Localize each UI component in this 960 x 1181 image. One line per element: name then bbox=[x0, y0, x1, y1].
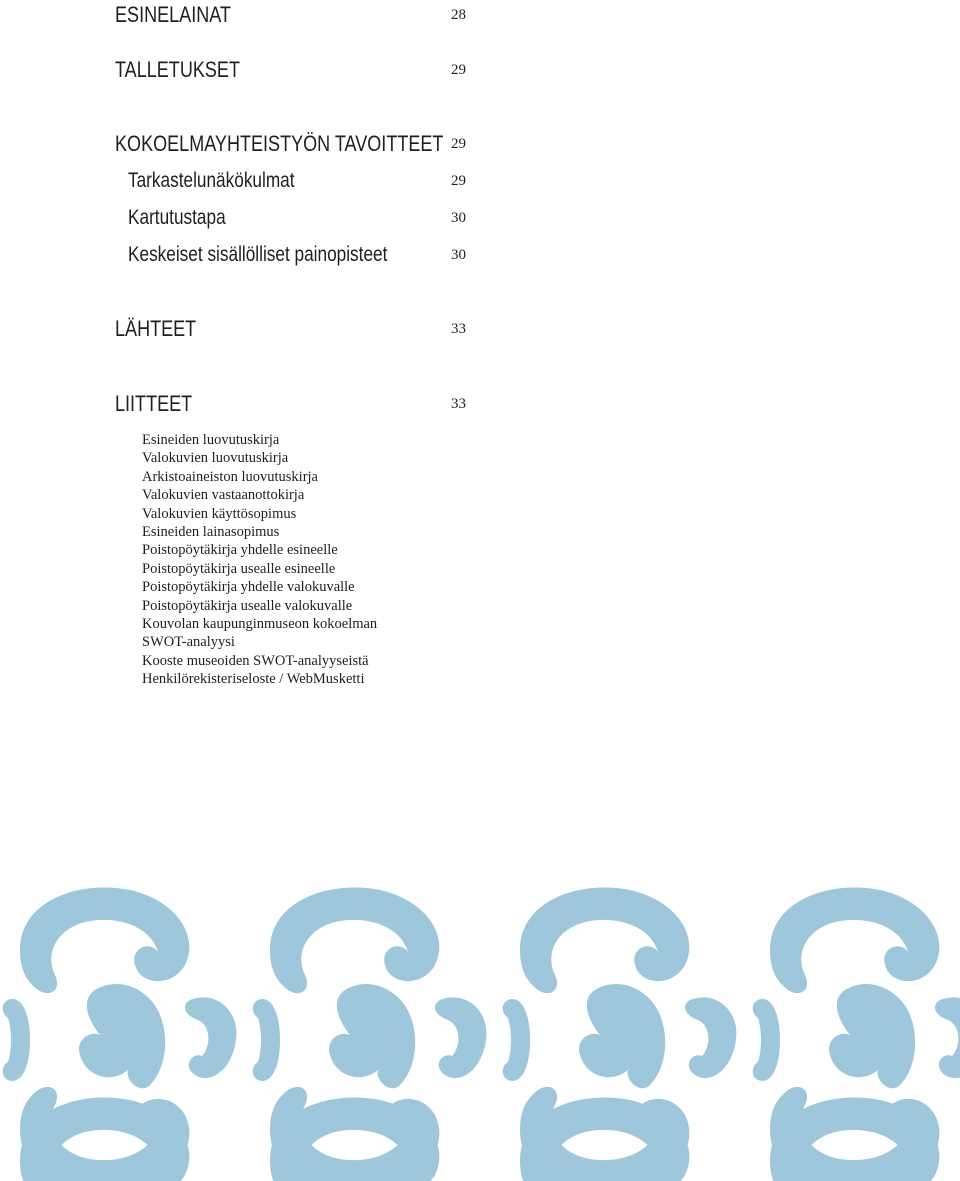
scroll-ornament-icon bbox=[0, 880, 960, 1181]
appendix-item: Kooste museoiden SWOT-analyyseistä bbox=[142, 652, 369, 669]
appendix-item: Poistopöytäkirja yhdelle valokuvalle bbox=[142, 579, 355, 596]
appendix-item: Henkilörekisteriseloste / WebMusketti bbox=[142, 671, 365, 688]
toc-entry-page: 33 bbox=[451, 396, 466, 412]
toc-entry-page: 28 bbox=[451, 7, 466, 23]
toc-entry-title: Keskeiset sisällölliset painopisteet bbox=[128, 243, 388, 266]
toc-entry-title: TALLETUKSET bbox=[115, 57, 240, 82]
toc-entry-page: 33 bbox=[451, 321, 466, 337]
appendix-item: Kouvolan kaupunginmuseon kokoelman bbox=[142, 616, 378, 633]
toc-entry-page: 29 bbox=[451, 136, 466, 152]
appendix-list bbox=[142, 431, 377, 689]
toc-entry-page: 30 bbox=[451, 247, 466, 263]
toc-entry-title: KOKOELMAYHTEISTYÖN TAVOITTEET bbox=[115, 131, 444, 156]
appendix-item: Valokuvien käyttösopimus bbox=[142, 505, 297, 522]
toc-entry-page: 30 bbox=[451, 210, 466, 226]
appendix-item: Poistopöytäkirja yhdelle esineelle bbox=[142, 542, 338, 559]
appendix-item: Arkistoaineiston luovutuskirja bbox=[142, 468, 318, 485]
toc-entry-title: LIITTEET bbox=[115, 391, 193, 416]
appendix-item: Esineiden lainasopimus bbox=[142, 524, 280, 541]
appendix-item: Poistopöytäkirja usealle valokuvalle bbox=[142, 597, 353, 614]
appendix-item: Esineiden luovutuskirja bbox=[142, 432, 280, 448]
toc-entry-page: 29 bbox=[451, 62, 466, 78]
toc-entry-title: LÄHTEET bbox=[115, 316, 197, 341]
appendix-item: Valokuvien vastaanottokirja bbox=[142, 487, 305, 504]
appendix-item: SWOT-analyysi bbox=[142, 634, 235, 651]
toc-entry-title: Kartutustapa bbox=[128, 206, 226, 229]
toc-entry-page: 29 bbox=[451, 173, 466, 189]
appendix-item: Valokuvien luovutuskirja bbox=[142, 450, 289, 467]
appendix-item: Poistopöytäkirja usealle esineelle bbox=[142, 560, 336, 577]
toc-entry-title: Tarkastelunäkökulmat bbox=[128, 169, 295, 192]
toc-entry-title: ESINELAINAT bbox=[115, 2, 231, 27]
